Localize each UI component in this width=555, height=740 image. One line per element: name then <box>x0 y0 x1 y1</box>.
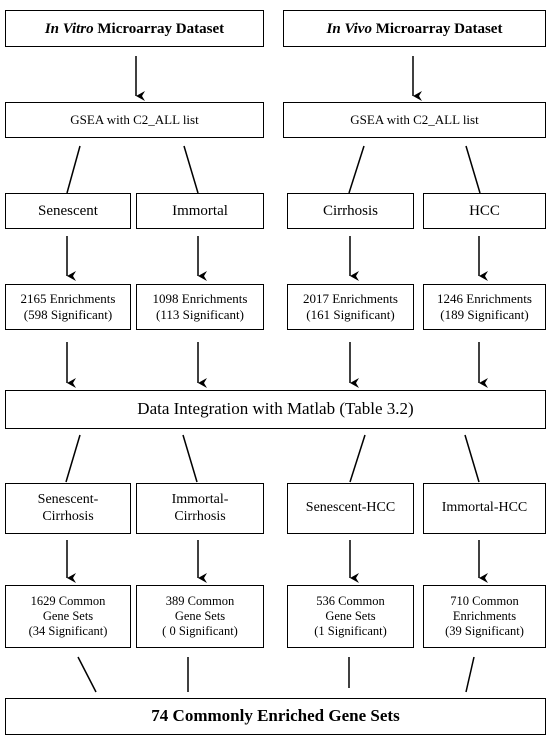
pair-immortal-cirrhosis <box>136 483 264 534</box>
enrichment-count: 1098 Enrichments <box>152 291 248 307</box>
pair-line-2: Cirrhosis <box>42 508 94 524</box>
category-immortal <box>136 193 264 229</box>
category-cirrhosis <box>287 193 414 229</box>
enrichment-count: 2017 Enrichments <box>303 291 398 307</box>
join-4 <box>466 657 474 692</box>
in-vivo-dataset-box <box>283 10 546 47</box>
pair-senescent-cirrhosis <box>5 483 131 534</box>
pair-senescent-hcc <box>287 483 414 534</box>
pair-line-2: Cirrhosis <box>174 508 226 524</box>
common-count: 1629 Common <box>30 594 106 608</box>
common-significant: (39 Significant) <box>445 624 524 638</box>
enrichment-senescent <box>5 284 131 330</box>
common-unit: Enrichments <box>452 609 517 623</box>
in-vitro-italic: In Vitro <box>44 20 94 37</box>
final-result-box <box>5 698 546 735</box>
in-vitro-dataset-box <box>5 10 264 47</box>
category-label: Cirrhosis <box>322 203 378 219</box>
in-vitro-rest: Microarray Dataset <box>93 20 225 37</box>
common-count: 710 Common <box>450 594 519 608</box>
common-senescent-cirrhosis <box>5 585 131 648</box>
data-integration-box <box>5 390 546 429</box>
in-vivo-rest: Microarray Dataset <box>371 20 503 37</box>
gsea-left-box <box>5 102 264 138</box>
common-significant: (1 Significant) <box>314 624 387 638</box>
common-significant: (34 Significant) <box>28 624 108 638</box>
gsea-left-label: GSEA with C2_ALL list <box>70 112 199 128</box>
common-count: 389 Common <box>165 594 235 608</box>
common-unit: Gene Sets <box>174 609 226 623</box>
enrichment-significant: (113 Significant) <box>156 307 244 322</box>
common-significant: ( 0 Significant) <box>162 624 238 638</box>
enrichment-significant: (161 Significant) <box>306 307 395 322</box>
common-unit: Gene Sets <box>42 609 94 623</box>
enrichment-significant: (189 Significant) <box>440 307 529 322</box>
split-right-1 <box>349 146 364 193</box>
pair-line-1: Senescent-HCC <box>305 500 396 516</box>
gsea-right-box <box>283 102 546 138</box>
category-senescent <box>5 193 131 229</box>
split-int-3 <box>350 435 365 482</box>
enrichment-immortal <box>136 284 264 330</box>
common-senescent-hcc <box>287 585 414 648</box>
enrichment-cirrhosis <box>287 284 414 330</box>
category-label: Senescent <box>38 203 98 219</box>
data-integration-label: Data Integration with Matlab (Table 3.2) <box>137 399 414 419</box>
pair-line-1: Immortal- <box>171 491 229 507</box>
split-right-2 <box>466 146 480 193</box>
pair-immortal-hcc <box>423 483 546 534</box>
common-count: 536 Common <box>316 594 385 608</box>
pair-line-1: Immortal-HCC <box>441 500 528 516</box>
category-label: HCC <box>469 203 500 219</box>
split-int-1 <box>66 435 80 482</box>
final-result-label: 74 Commonly Enriched Gene Sets <box>151 706 400 726</box>
gsea-right-label: GSEA with C2_ALL list <box>350 112 479 128</box>
enrichment-significant: (598 Significant) <box>23 307 113 322</box>
split-int-2 <box>183 435 197 482</box>
join-1 <box>78 657 96 692</box>
category-hcc <box>423 193 546 229</box>
category-label: Immortal <box>172 203 228 219</box>
common-unit: Gene Sets <box>325 609 376 623</box>
split-int-4 <box>465 435 479 482</box>
enrichment-count: 2165 Enrichments <box>20 291 116 307</box>
common-immortal-hcc <box>423 585 546 648</box>
enrichment-hcc <box>423 284 546 330</box>
common-immortal-cirrhosis <box>136 585 264 648</box>
pair-line-1: Senescent- <box>37 491 99 507</box>
in-vivo-italic: In Vivo <box>326 20 372 37</box>
split-left-2 <box>184 146 198 193</box>
split-left-1 <box>67 146 80 193</box>
enrichment-count: 1246 Enrichments <box>437 291 532 307</box>
